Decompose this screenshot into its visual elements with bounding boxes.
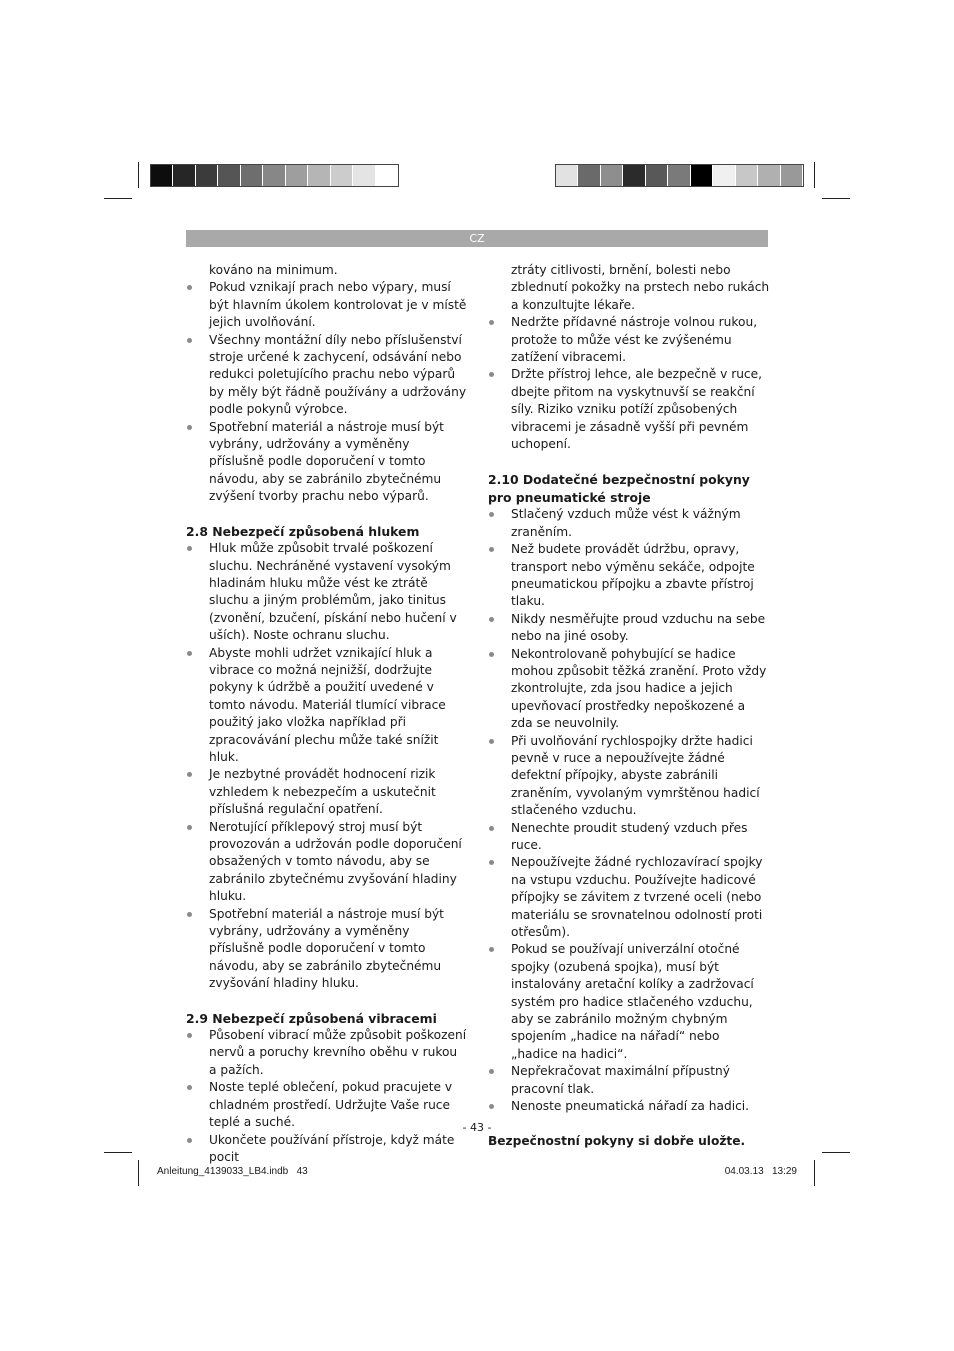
footer-datetime: 04.03.13 13:29 xyxy=(724,1166,797,1177)
color-swatch xyxy=(331,165,353,186)
color-swatch xyxy=(241,165,263,186)
color-swatch xyxy=(713,165,735,186)
color-swatch xyxy=(196,165,218,186)
color-swatch xyxy=(623,165,645,186)
color-swatch xyxy=(736,165,758,186)
color-swatch xyxy=(781,165,803,186)
footer-filename: Anleitung_4139033_LB4.indb 43 xyxy=(157,1166,308,1177)
list-item: Nikdy nesměřujte proud vzduchu na sebe nebo na jiné osoby. xyxy=(488,611,770,646)
color-swatch xyxy=(578,165,600,186)
list-item: Abyste mohli udržet vznikající hluk a vibrace co možná nejnižší, dodržujte pokyny k údržbě a použití uvedené v tomto návodu. Materiál tlumící vibrace použitý jako vložka například při zpracovávání plechu může také snížit hluk. xyxy=(186,645,468,767)
list-item: Spotřební materiál a nástroje musí být vybrány, udržovány a vyměněny příslušně podle doporučení v tomto návodu, aby se zabránilo zbytečnému zvýšení tvorby prachu nebo výparů. xyxy=(186,419,468,506)
list-item: Je nezbytné provádět hodnocení rizik vzhledem k nebezpečím a uskutečnit příslušná regulační opatření. xyxy=(186,766,468,818)
list-item: Hluk může způsobit trvalé poškození sluchu. Nechráněné vystavení vysokým hladinám hluku může vést ke ztrátě sluchu a jiným problémům, jako tinitus (zvonění, bzučení, pískání nebo hučení v uších). Noste ochranu sluchu. xyxy=(186,540,468,644)
list-item: Působení vibrací může způsobit poškození nervů a poruchy krevního oběhu v rukou a pažích. xyxy=(186,1027,468,1079)
bullet-list xyxy=(186,540,468,993)
list-item: Nekontrolovaně pohybující se hadice mohou způsobit těžká zranění. Proto vždy zkontrolujte, zda jsou hadice a jejich upevňovací prostředky nepoškozené a zda se neuvolnily. xyxy=(488,646,770,733)
color-swatch xyxy=(556,165,578,186)
list-item: Při uvolňování rychlospojky držte hadici pevně v ruce a nepoužívejte žádné defektní přípojky, abyste zabránili zraněním, vyvolaným vymrštěnou hadicí stlačeného vzduchu. xyxy=(488,733,770,820)
color-swatch xyxy=(691,165,713,186)
bullet-list xyxy=(186,279,468,505)
list-item: Spotřební materiál a nástroje musí být vybrány, udržovány a vyměněny příslušně podle doporučení v tomto návodu, aby se zabránilo zbytečnému zvyšování hladiny hluku. xyxy=(186,906,468,993)
crop-mark xyxy=(822,1152,850,1153)
page-number: - 43 - xyxy=(462,1121,492,1134)
color-swatch xyxy=(151,165,173,186)
list-item: Všechny montážní díly nebo příslušenství stroje určené k zachycení, odsávání nebo redukci poletujícího prachu nebo výparů by měly být řádně používány a udržovány podle pokynů výrobce. xyxy=(186,332,468,419)
crop-mark xyxy=(822,198,850,199)
list-item: Držte přístroj lehce, ale bezpečně v ruce, dbejte přitom na vyskytnuvší se reakční síly. Riziko vzniku potíží způsobených vibracemi je zásadně vyšší při pevném uchopení. xyxy=(488,366,770,453)
color-swatch xyxy=(376,165,398,186)
list-item: Nepřekračovat maximální přípustný pracovní tlak. xyxy=(488,1063,770,1098)
right-column xyxy=(488,262,770,1150)
crop-mark xyxy=(138,162,139,188)
crop-mark xyxy=(814,1160,815,1186)
list-item: Stlačený vzduch může vést k vážným zraněním. xyxy=(488,506,770,541)
section-heading-pneumatic: 2.10 Dodatečné bezpečnostní pokyny pro pneumatické stroje xyxy=(488,472,750,505)
color-swatch xyxy=(286,165,308,186)
list-item: Noste teplé oblečení, pokud pracujete v chladném prostředí. Udržujte Vaše ruce teplé a suché. xyxy=(186,1079,468,1131)
color-swatch xyxy=(758,165,780,186)
crop-mark xyxy=(104,198,132,199)
list-item: Nenoste pneumatická nářadí za hadici. xyxy=(488,1098,770,1115)
crop-mark xyxy=(104,1152,132,1153)
left-column xyxy=(186,262,468,1166)
section-heading-vibration: 2.9 Nebezpečí způsobená vibracemi xyxy=(186,1010,437,1026)
color-swatch xyxy=(263,165,285,186)
section-heading-noise: 2.8 Nebezpečí způsobená hlukem xyxy=(186,523,420,539)
color-calibration-bar-left xyxy=(150,164,399,187)
list-item: Pokud vznikají prach nebo výpary, musí být hlavním úkolem kontrolovat je v místě jejich uvolňování. xyxy=(186,279,468,331)
continuation-text: ztráty citlivosti, brnění, bolesti nebo zblednutí pokožky na prstech nebo rukách a konzultujte lékaře. xyxy=(511,263,770,312)
color-calibration-bar-right xyxy=(555,164,804,187)
list-item: Nepoužívejte žádné rychlozavírací spojky na vstupu vzduchu. Používejte hadicové přípojky se závitem z tvrzené oceli (nebo materiálu se srovnatelnou odolností proti otřesům). xyxy=(488,854,770,941)
language-header-band xyxy=(186,230,768,247)
bullet-list xyxy=(488,506,770,1115)
continuation-text: kováno na minimum. xyxy=(209,263,338,277)
color-swatch xyxy=(601,165,623,186)
list-item: Pokud se používají univerzální otočné spojky (ozubená spojka), musí být instalovány aretační kolíky a zadržovací systém pro hadice stlačeného vzduchu, aby se zabránilo možným chybným spojením „hadice na nářadí“ nebo „hadice na hadici“. xyxy=(488,941,770,1063)
crop-mark xyxy=(138,1160,139,1186)
list-item: Nerotující příklepový stroj musí být provozován a udržován podle doporučení obsažených v tomto návodu, aby se zabránilo zbytečnému zvyšování hladiny hluku. xyxy=(186,819,468,906)
list-item: Nenechte proudit studený vzduch přes ruce. xyxy=(488,820,770,855)
color-swatch xyxy=(308,165,330,186)
color-swatch xyxy=(218,165,240,186)
list-item: Ukončete používání přístroje, když máte pocit xyxy=(186,1132,468,1167)
list-item: Než budete provádět údržbu, opravy, transport nebo výměnu sekáče, odpojte pneumatickou přípojku a zbavte přístroj tlaku. xyxy=(488,541,770,611)
bullet-list xyxy=(186,1027,468,1166)
language-code: CZ xyxy=(469,232,485,245)
color-swatch xyxy=(353,165,375,186)
list-item: Nedržte přídavné nástroje volnou rukou, protože to může vést ke zvýšenému zatížení vibracemi. xyxy=(488,314,770,366)
color-swatch xyxy=(668,165,690,186)
color-swatch xyxy=(173,165,195,186)
bullet-list xyxy=(488,314,770,453)
closing-note: Bezpečnostní pokyny si dobře uložte. xyxy=(488,1133,746,1148)
color-swatch xyxy=(646,165,668,186)
crop-mark xyxy=(814,162,815,188)
